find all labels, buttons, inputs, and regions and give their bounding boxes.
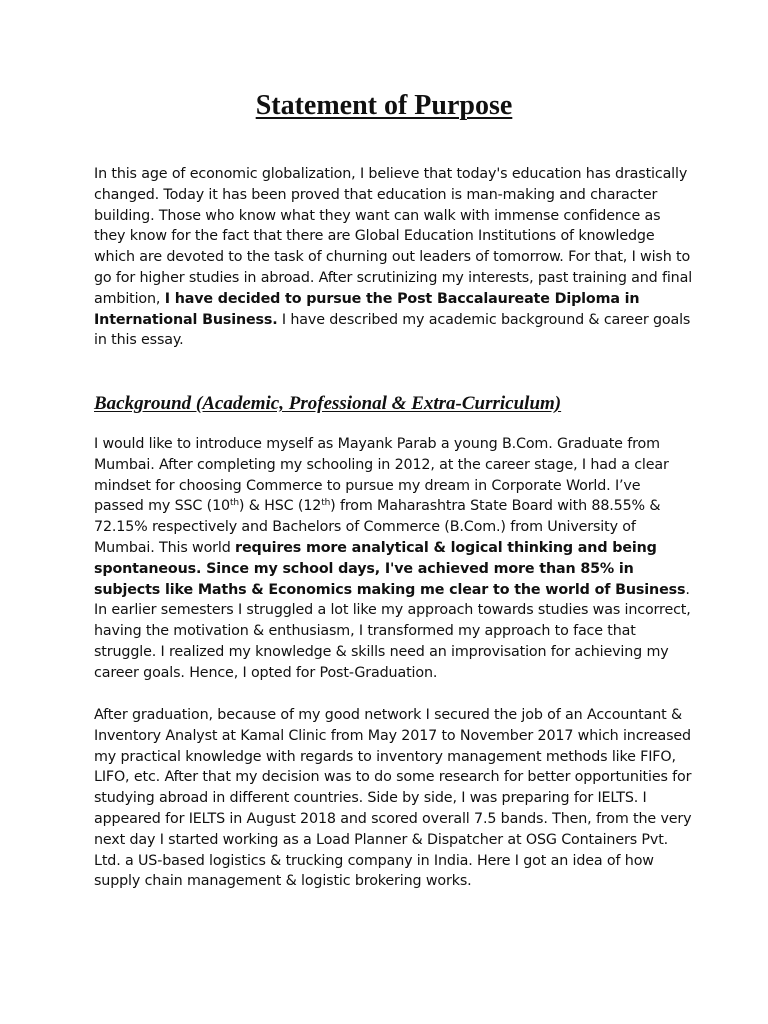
intro-text-2: I have described my academic background & career goals in this essay. [94,311,691,349]
intro-paragraph [94,164,694,351]
page-title: Statement of Purpose [255,90,513,121]
intro-bold-text: I have decided to pursue the Post Baccalaureate Diploma in International Business. [94,290,640,328]
background-text-4: . In earlier semesters I struggled a lot like my approach towards studies was incorrect, having the motivation & enthusiasm, I transformed my approach to face that struggle. I realized my knowledge & skills need an improvisation for achieving my career goals. Hence, I opted for Post-Graduation. [94,581,691,681]
intro-text-1: In this age of economic globalization, I believe that today's education has drastically changed. Today it has been proved that education is man-making and character building. Those who know what they want can walk with immense confidence as they know for the fact that there are Global Education Institutions of knowledge which are devoted to the task of churning out leaders of tomorrow. For that, I wish to go for higher studies in abroad. After scrutinizing my interests, past training and final ambition, [94,166,693,307]
superscript-th-1: th [229,498,239,509]
background-text-1: I would like to introduce myself as Mayank Parab a young B.Com. Graduate from Mumbai. After completing my schooling in 2012, at the career stage, I had a clear mindset for choosing Commerce to pursue my dream in Corporate World. I’ve passed my SSC (10 [94,436,669,515]
superscript-th-2: th [321,498,331,509]
background-text-3: ) from Maharashtra State Board with 88.55% & 72.15% respectively and Bachelors of Commerce (B.Com.) from University of Mumbai. This world [94,498,661,556]
background-bold-text: requires more analytical & logical thinking and being spontaneous. Since my school days, I've achieved more than 85% in subjects like Maths & Economics making me clear to the world of Business [94,539,686,598]
background-text-2: ) & HSC (12 [238,498,322,515]
background-paragraph [94,434,694,684]
section-heading: Background (Academic, Professional & Extra-Curriculum) [94,393,562,414]
graduation-paragraph: After graduation, because of my good network I secured the job of an Accountant & Inventory Analyst at Kamal Clinic from May 2017 to November 2017 which increased my practical knowledge with regards to inventory management methods like FIFO, LIFO, etc. After that my decision was to do some research for better opportunities for studying abroad in different countries. Side by side, I was preparing for IELTS. I appeared for IELTS in August 2018 and scored overall 7.5 bands. Then, from the very next day I started working as a Load Planner & Dispatcher at OSG Containers Pvt. Ltd. a US-based logistics & trucking company in India. Here I got an idea of how supply chain management & logistic brokering works. [94,707,692,890]
